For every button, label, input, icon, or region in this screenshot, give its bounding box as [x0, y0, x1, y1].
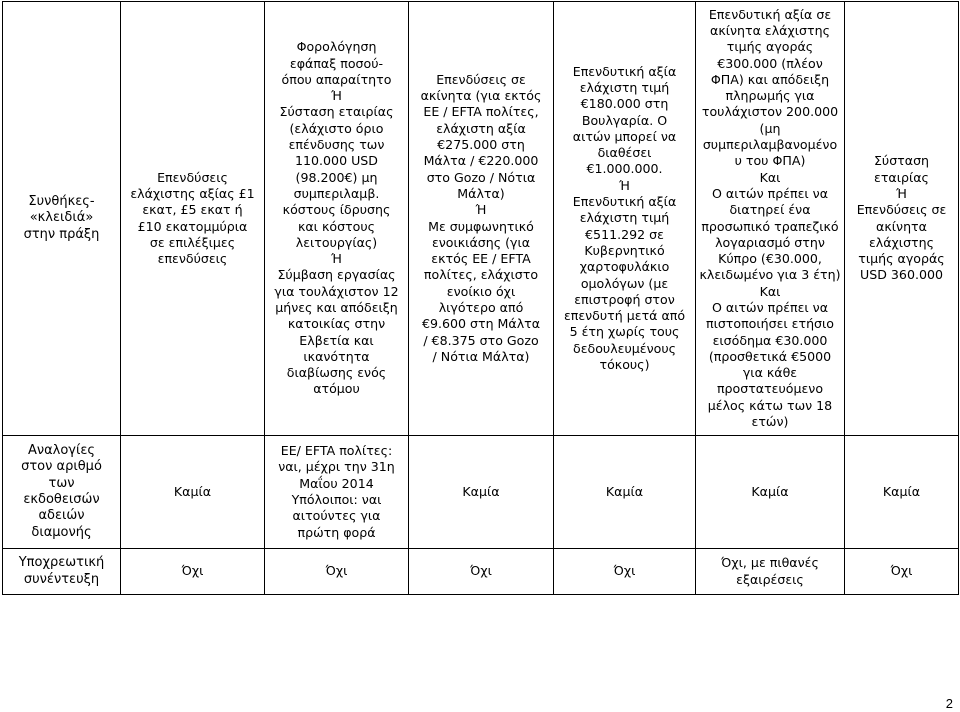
cell-text-line: Σύμβαση εργασίας: [277, 267, 396, 283]
cell-text-line: Βουλγαρία. Ο: [581, 112, 668, 128]
cell-text-line: Όχι: [890, 563, 913, 579]
cell-text-line: επενδύσεις: [157, 251, 228, 267]
cell-text-line: (ελάχιστο όριο: [289, 120, 384, 136]
table-cell-col-4: [554, 549, 696, 595]
cell-text-line: ατόμου: [313, 381, 360, 397]
cell-text-line: για κάθε: [742, 365, 798, 381]
cell-text-line: Όχι: [470, 563, 492, 579]
cell-text-line: τόκους): [599, 357, 650, 373]
cell-text-line: σε επιλέξιμες: [149, 234, 236, 250]
cell-text-line: €9.600 στη Μάλτα: [421, 316, 541, 332]
cell-text-line: κατοικίας στην: [287, 316, 386, 332]
table-cell-col-5: [696, 2, 845, 436]
table-cell-col-6: [845, 436, 959, 549]
table-cell-col-1: [121, 549, 265, 595]
cell-text-line: ΕΕ / ΕFTA πολίτες,: [423, 104, 539, 120]
cell-text-line: ομολόγων (με: [580, 275, 669, 291]
cell-text-line: 5 έτη χωρίς τους: [569, 324, 680, 340]
cell-text-line: ετών): [751, 414, 789, 430]
row-header-line: Αναλογίες: [27, 443, 96, 459]
cell-text-line: διαθέσει: [597, 145, 652, 161]
cell-text-line: USD 360.000: [860, 267, 943, 283]
cell-text-line: Όχι: [613, 563, 636, 579]
row-header-cell: [3, 436, 121, 549]
cell-text-line: Σύσταση εταιρίας: [279, 104, 394, 120]
cell-text-line: Επενδυτική αξία: [572, 194, 677, 210]
cell-text-line: τιμής αγοράς: [858, 251, 945, 267]
table-cell-col-1: [121, 2, 265, 436]
table-cell-col-1: [121, 436, 265, 549]
cell-text-line: ελάχιστη αξία: [436, 120, 526, 136]
cell-text-line: / Νότια Μάλτα): [432, 348, 530, 364]
cell-text-line: υ του ΦΠΑ): [734, 153, 806, 169]
cell-text-line: Καμία: [462, 483, 500, 499]
table-cell-col-2: [265, 436, 409, 549]
table-cell-col-5: [696, 436, 845, 549]
cell-text-line: Κυβερνητικό: [584, 242, 665, 258]
cell-text-line: Επενδυτική αξία σε: [708, 6, 832, 22]
row-header-line: «κλειδιά»: [29, 210, 94, 226]
cell-text-line: εταιρίας: [874, 169, 929, 185]
cell-text-line: €300.000 (πλέον: [717, 55, 823, 71]
table-cell-col-4: [554, 2, 696, 436]
cell-text-line: Ο αιτών πρέπει να: [711, 185, 829, 201]
cell-text-line: εισόδημα €30.000: [712, 332, 828, 348]
cell-text-line: Όχι: [325, 563, 348, 579]
cell-text-line: Υπόλοιποι: ναι: [291, 492, 382, 507]
cell-text-line: Ή: [331, 88, 342, 104]
cell-text-line: Ελβετία και: [299, 332, 374, 348]
cell-text-line: ΦΠΑ) και απόδειξη: [710, 71, 830, 87]
cell-text-line: διατηρεί ένα: [729, 202, 811, 218]
table-row: [3, 2, 959, 436]
row-header-line: των: [48, 475, 75, 491]
cell-text-line: Καμία: [751, 483, 789, 499]
cell-text-line: πιστοποιήσει ετήσιο: [705, 316, 835, 332]
table-cell-col-3: [409, 2, 554, 436]
table-cell-col-2: [265, 549, 409, 595]
cell-text-line: ελάχιστη τιμή: [579, 210, 670, 226]
cell-text-line: Ή: [331, 251, 342, 267]
cell-text-line: €275.000 στη: [437, 137, 525, 153]
cell-text-line: Φορολόγηση: [296, 39, 377, 55]
cell-text-line: επενδυτή μετά από: [563, 308, 686, 324]
cell-text-line: Σύσταση: [873, 153, 930, 169]
row-header-line: αδειών: [38, 508, 85, 524]
cell-text-line: εφάπαξ ποσού-: [289, 55, 384, 71]
cell-text-line: Καμία: [882, 483, 921, 499]
cell-text-line: λειτουργίας): [295, 234, 378, 250]
cell-text-line: (προσθετικά €5000: [708, 348, 832, 364]
cell-text-line: (μη: [759, 120, 781, 136]
cell-text-line: ικανότητα: [303, 348, 370, 364]
cell-text-line: προστατευόμενο: [716, 381, 824, 397]
cell-text-line: Με συμφωνητικό: [428, 218, 534, 234]
cell-text-line: πληρωμής για: [725, 88, 815, 104]
cell-text-line: αιτών μπορεί να: [572, 128, 677, 144]
cell-text-line: Και: [759, 169, 781, 185]
cell-text-line: πολίτες, ελάχιστο: [423, 267, 539, 283]
cell-text-line: Ο αιτών πρέπει να: [711, 299, 829, 315]
cell-text-line: Καμία: [173, 483, 212, 499]
cell-text-line: Ή: [619, 177, 630, 193]
cell-text-line: ακίνητα ελάχιστης: [710, 22, 830, 38]
row-header-line: Υποχρεωτική: [18, 555, 105, 571]
cell-text-line: €180.000 στη: [580, 96, 669, 112]
cell-text-line: €1.000.000.: [586, 161, 663, 177]
cell-text-line: δεδουλευμένους: [573, 340, 676, 356]
cell-text-line: €511.292 σε: [585, 226, 664, 242]
cell-text-line: Επενδύσεις σε: [856, 202, 947, 218]
table-cell-col-6: [845, 549, 959, 595]
cell-text-line: στο Gozo / Νότια: [426, 169, 536, 185]
cell-text-line: και κόστους: [297, 218, 376, 234]
table-cell-col-4: [554, 436, 696, 549]
table-cell-col-5: [696, 549, 845, 595]
cell-text-line: τουλάχιστον 200.000: [701, 104, 839, 120]
cell-text-line: Ή: [475, 202, 487, 218]
cell-text-line: £10 εκατομμύρια: [137, 218, 248, 234]
table-body: [3, 2, 959, 595]
cell-text-line: επένδυσης των: [288, 137, 385, 153]
cell-text-line: ναι, μέχρι την 31η: [278, 459, 395, 475]
cell-text-line: εκατ, £5 εκατ ή: [142, 202, 243, 218]
cell-text-line: μέλος κάτω των 18: [707, 397, 833, 413]
row-header-line: συνέντευξη: [23, 571, 100, 587]
cell-text-line: μήνες και απόδειξη: [275, 299, 398, 315]
cell-text-line: Επενδύσεις: [157, 169, 228, 185]
cell-text-line: προσωπικό τραπεζικό: [701, 218, 839, 234]
cell-text-line: πρώτη φορά: [297, 524, 376, 540]
cell-text-line: τιμής αγοράς: [726, 39, 814, 55]
cell-text-line: ενοίκιο όχι: [446, 283, 516, 299]
cell-text-line: 110.000 USD: [295, 153, 378, 169]
cell-text-line: εξαιρέσεις: [736, 571, 804, 587]
table-cell-col-2: [265, 2, 409, 436]
cell-text-line: συμπεριλαμβ.: [293, 185, 380, 201]
cell-text-line: κλειδωμένο για 3 έτη): [699, 267, 841, 283]
page-number: 2: [945, 696, 953, 711]
cell-text-line: ενοικιάσης (για: [431, 234, 531, 250]
cell-text-line: χαρτοφυλάκιο: [579, 259, 670, 275]
cell-text-line: λιγότερο από: [438, 299, 524, 315]
cell-text-line: (98.200€) μη: [295, 169, 378, 185]
cell-text-line: ΕΕ/ ΕFTA πολίτες:: [280, 443, 393, 459]
cell-text-line: Και: [759, 283, 781, 299]
table-cell-col-3: [409, 436, 554, 549]
cell-text-line: ελάχιστη τιμή: [579, 79, 670, 95]
cell-text-line: ακίνητα (για εκτός: [420, 88, 542, 104]
row-header-cell: [3, 549, 121, 595]
cell-text-line: εκτός ΕΕ / ΕFTA: [431, 251, 531, 267]
comparison-table: [2, 1, 959, 595]
row-header-line: στην πράξη: [23, 226, 100, 242]
cell-text-line: για τουλάχιστον 12: [274, 283, 399, 299]
cell-text-line: ελάχιστης αξίας £1: [130, 185, 255, 201]
cell-text-line: Επενδύσεις σε: [436, 71, 526, 87]
cell-text-line: ακίνητα: [876, 218, 927, 234]
table-cell-col-6: [845, 2, 959, 436]
cell-text-line: Μαΐου 2014: [299, 475, 374, 491]
cell-text-line: όπου απαραίτητο: [281, 71, 392, 87]
cell-text-line: ελάχιστης: [868, 234, 935, 250]
cell-text-line: συμπεριλαμβανομένο: [702, 137, 838, 153]
row-header-line: στον αριθμό: [21, 459, 102, 475]
table-row: [3, 549, 959, 595]
table-row: [3, 436, 959, 549]
cell-text-line: Όχι: [181, 563, 204, 579]
row-header-line: διαμονής: [31, 524, 92, 540]
row-header-line: εκδοθεισών: [23, 492, 100, 507]
cell-text-line: Κύπρο (€30.000,: [718, 251, 822, 267]
cell-text-line: αιτούντες για: [292, 508, 381, 524]
cell-text-line: Μάλτα / €220.000: [423, 153, 539, 169]
row-header-cell: [3, 2, 121, 436]
cell-text-line: επιστροφή στον: [574, 291, 675, 307]
cell-text-line: Καμία: [605, 483, 644, 499]
cell-text-line: / €8.375 στο Gozo: [423, 332, 539, 348]
cell-text-line: κόστους ίδρυσης: [282, 202, 391, 218]
cell-text-line: Επενδυτική αξία: [572, 63, 677, 79]
table-cell-col-3: [409, 549, 554, 595]
cell-text-line: λογαριασμό στην: [715, 234, 825, 250]
cell-text-line: Ή: [896, 185, 907, 201]
row-header-line: Συνθήκες-: [28, 194, 95, 210]
cell-text-line: διαβίωσης ενός: [286, 365, 387, 381]
cell-text-line: Μάλτα): [457, 185, 505, 201]
cell-text-line: Όχι, με πιθανές: [721, 555, 819, 571]
